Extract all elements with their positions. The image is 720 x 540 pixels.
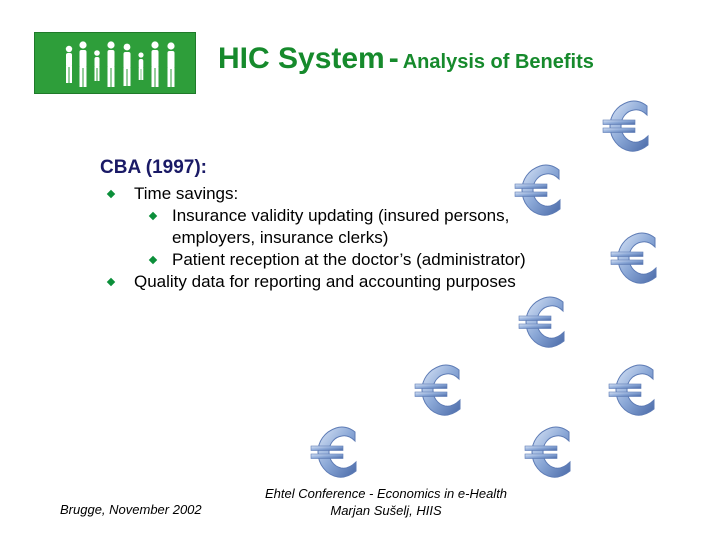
footer-conference	[236, 485, 536, 519]
euro-icon	[308, 422, 366, 482]
list-item	[100, 183, 620, 205]
euro-icon	[522, 422, 580, 482]
title-separator: -	[388, 42, 399, 75]
slide-body	[100, 157, 620, 293]
list-item-text: Patient reception at the doctor’s (administrator)	[172, 250, 526, 269]
euro-icon	[606, 360, 664, 420]
section-heading: CBA (1997):	[100, 157, 207, 178]
diamond-bullet-icon	[107, 278, 115, 286]
list-item-text: Time savings:	[134, 184, 239, 203]
list-item	[100, 205, 620, 227]
footer-date: Brugge, November 2002	[60, 502, 202, 517]
title-subtitle: Analysis of Benefits	[402, 51, 594, 73]
list-item	[100, 249, 620, 271]
footer-conference-title: Ehtel Conference - Economics in e-Health	[264, 486, 508, 501]
list-item	[100, 271, 620, 293]
slide-title	[218, 42, 594, 76]
list-item-text: Insurance validity updating (insured persons,	[172, 206, 510, 225]
euro-icon	[516, 292, 574, 352]
diamond-bullet-icon	[107, 190, 115, 198]
title-main: HIC System	[218, 42, 385, 75]
logo-people-icon	[34, 32, 196, 94]
list-item-text: Quality data for reporting and accounting purposes	[134, 272, 516, 291]
list-item-text: employers, insurance clerks)	[172, 228, 389, 247]
euro-icon	[600, 96, 658, 156]
diamond-bullet-icon	[149, 212, 157, 220]
list-item-continuation	[100, 227, 620, 249]
euro-icon	[412, 360, 470, 420]
footer-author: Marjan Sušelj, HIIS	[330, 503, 442, 518]
diamond-bullet-icon	[149, 256, 157, 264]
